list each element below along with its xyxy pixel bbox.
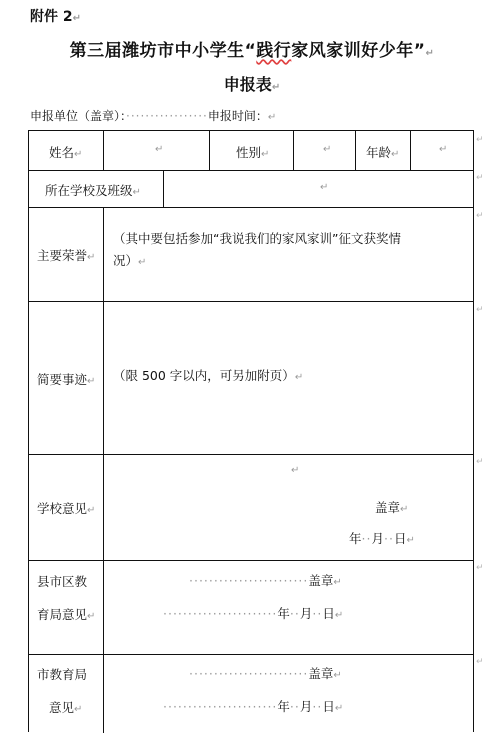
county-stamp: ························盖章↵ (189, 573, 342, 588)
row-divider (29, 301, 473, 302)
time-label: 申报时间： (207, 109, 268, 123)
city-stamp: ························盖章↵ (189, 666, 342, 681)
city-date: ·······················年··月··日↵ (163, 699, 344, 714)
honors-hint-line2: 况）↵ (113, 253, 147, 268)
city-opinion-label-line2: 意见↵ (49, 700, 83, 715)
school-class-label: 所在学校及班级↵ (45, 183, 141, 198)
honors-hint-line1: （其中要包括参加“我说我们的家风家训”征文获奖情 (113, 231, 401, 246)
county-date: ·······················年··月··日↵ (163, 606, 344, 621)
application-form: 姓名↵ ↵ 性别↵ ↵ 年龄↵ ↵ ↵ 所在学校及班级↵ ↵ ↵ 主要荣誉↵ （其中要包括参加“我说我们的家风家训”征文获奖情 况）↵ ↵ 简要事迹↵ （限 500 字以内，可另加附页）↵ ↵ 学校意见↵ ↵ 盖章↵ 年··月··日↵ ↵ 县市区教 育局意见↵ ························盖章↵ ·······················年··月··日↵ ↵ 市教育局 意见↵ ························盖章↵ ·······················年··月··日↵ ↵ (28, 130, 474, 732)
attachment-label: 附件 2↵ (30, 9, 82, 25)
subtitle-text: 申报表 (223, 75, 272, 94)
school-class-field[interactable]: ↵ (320, 182, 329, 193)
unit-blank[interactable]: ················· (126, 109, 208, 123)
school-date: 年··月··日↵ (349, 531, 415, 546)
deeds-field[interactable] (105, 303, 472, 452)
city-opinion-label: 市教育局 (37, 667, 88, 682)
honors-field[interactable] (105, 209, 472, 299)
col-divider (103, 207, 104, 733)
attachment-text: 附件 2 (30, 9, 73, 25)
row-divider (29, 170, 473, 171)
name-label: 姓名↵ (49, 145, 83, 160)
col-divider (410, 131, 411, 170)
school-stamp: 盖章↵ (375, 500, 409, 515)
col-divider (163, 170, 164, 207)
row-divider (29, 454, 473, 455)
gender-label: 性别↵ (236, 145, 270, 160)
deeds-hint: （限 500 字以内，可另加附页）↵ (113, 368, 304, 383)
county-opinion-label: 县市区教 (37, 574, 88, 589)
col-divider (103, 131, 104, 170)
name-field[interactable]: ↵ (155, 144, 164, 155)
deeds-label: 简要事迹↵ (37, 372, 96, 387)
row-divider (29, 654, 473, 655)
declaration-meta: 申报单位（盖章）：·················申报时间：↵ (30, 109, 277, 123)
honors-label: 主要荣誉↵ (37, 248, 96, 263)
age-label: 年龄↵ (366, 145, 400, 160)
document-subtitle: 申报表↵ (223, 75, 281, 94)
age-field[interactable]: ↵ (439, 144, 448, 155)
gender-field[interactable]: ↵ (323, 144, 332, 155)
row-divider (29, 207, 473, 208)
county-opinion-label-line2: 育局意见↵ (37, 607, 96, 622)
title-underlined-word: 践行 (256, 41, 292, 61)
col-divider (209, 131, 210, 170)
document-title: 第三届潍坊市中小学生“践行家风家训好少年”↵ (69, 41, 435, 61)
school-opinion-label: 学校意见↵ (37, 501, 96, 516)
unit-label: 申报单位（盖章）： (30, 109, 127, 123)
col-divider (355, 131, 356, 170)
title-suffix: 家风家训好少年” (291, 41, 426, 61)
row-divider (29, 560, 473, 561)
title-prefix: 第三届潍坊市中小学生“ (69, 41, 257, 61)
col-divider (293, 131, 294, 170)
